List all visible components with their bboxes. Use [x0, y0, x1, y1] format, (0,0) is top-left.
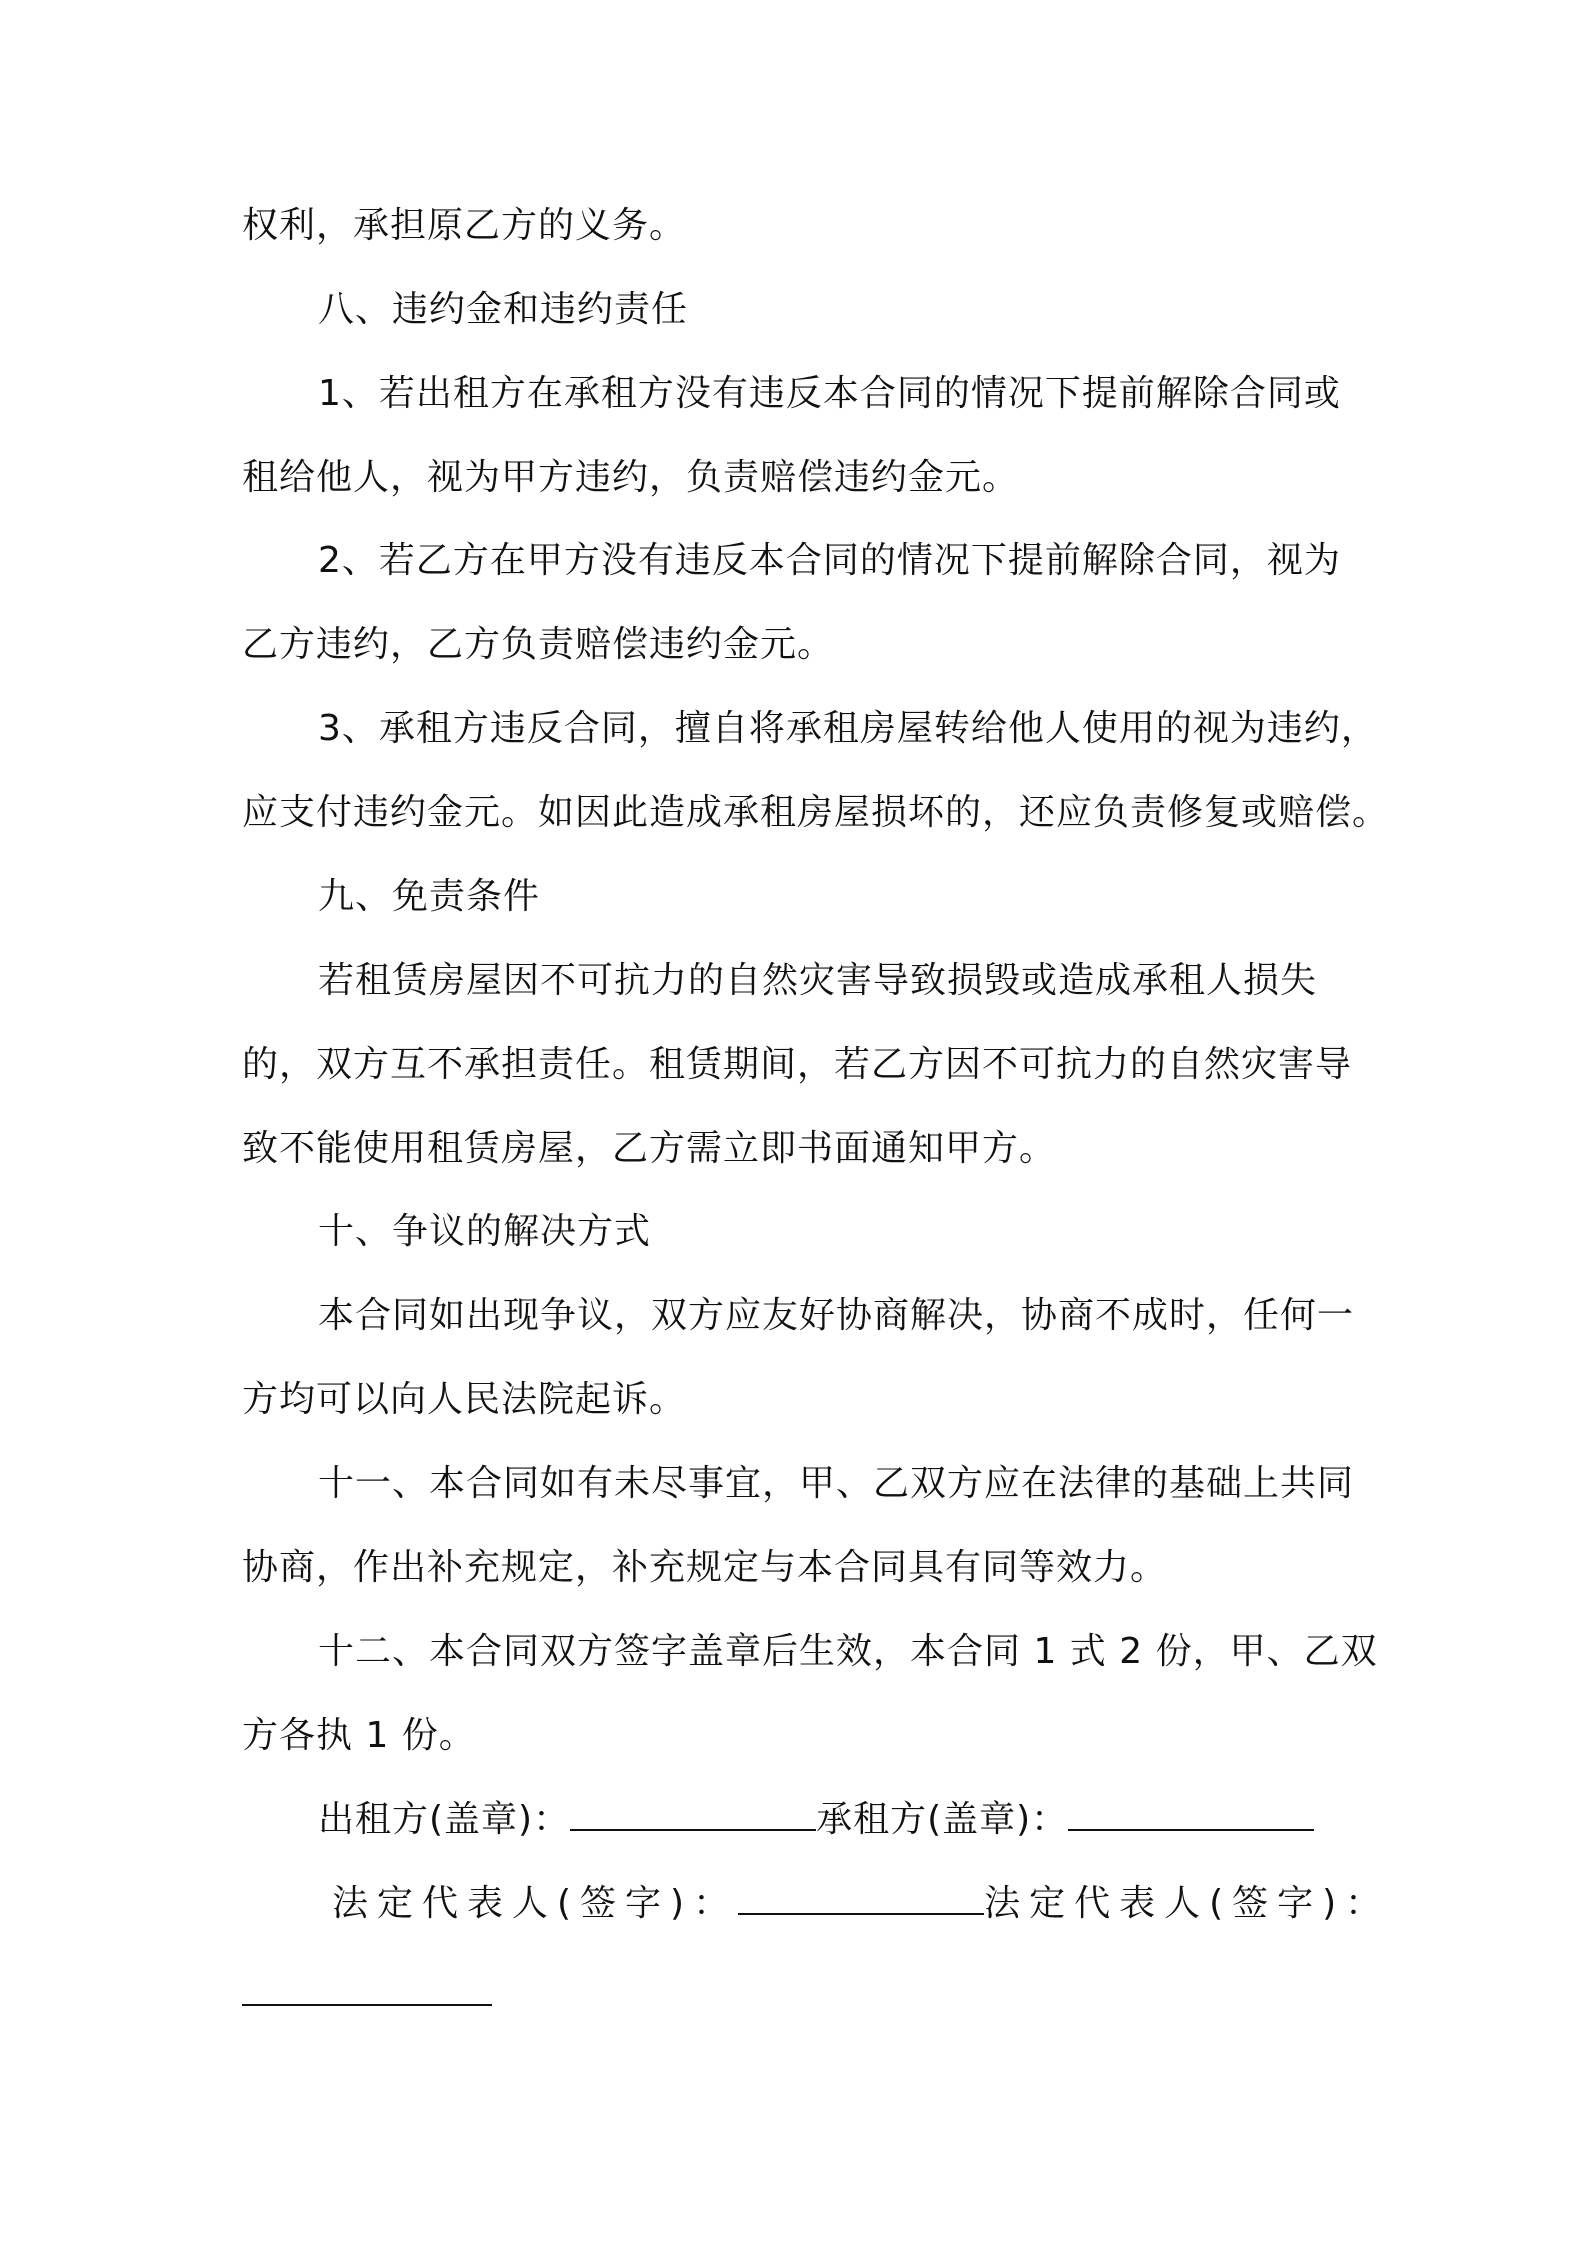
paragraph-line: 的，双方互不承担责任。租赁期间，若乙方因不可抗力的自然灾害导 [242, 1044, 1353, 1085]
paragraph-line: 方各执 1 份。 [242, 1715, 476, 1756]
paragraph-line: 权利，承担原乙方的义务。 [242, 205, 687, 246]
paragraph-line: 应支付违约金元。如因此造成承租房屋损坏的，还应负责修复或赔偿。 [242, 792, 1390, 833]
lessor-rep-blank[interactable] [738, 1881, 984, 1915]
lessor-seal-label: 出租方(盖章)： [318, 1799, 571, 1840]
lessor-seal-blank[interactable] [570, 1797, 816, 1831]
paragraph-line: 协商，作出补充规定，补充规定与本合同具有同等效力。 [242, 1547, 1168, 1588]
lessee-rep-label: 法定代表人(签字)： [984, 1883, 1391, 1924]
lessee-seal-blank[interactable] [1068, 1797, 1314, 1831]
seal-row [318, 1796, 1438, 1844]
section-heading-9: 九、免责条件 [318, 876, 541, 917]
paragraph-line: 1、若出租方在承租方没有违反本合同的情况下提前解除合同或 [318, 373, 1341, 414]
paragraph-line: 十二、本合同双方签字盖章后生效，本合同 1 式 2 份，甲、乙双 [318, 1631, 1378, 1672]
paragraph-line: 本合同如出现争议，双方应友好协商解决，协商不成时，任何一 [318, 1295, 1355, 1336]
paragraph-line: 致不能使用租赁房屋，乙方需立即书面通知甲方。 [242, 1128, 1057, 1169]
paragraph-line: 若租赁房屋因不可抗力的自然灾害导致损毁或造成承租人损失 [318, 960, 1318, 1001]
section-heading-8: 八、违约金和违约责任 [318, 289, 689, 330]
paragraph-line: 2、若乙方在甲方没有违反本合同的情况下提前解除合同，视为 [318, 540, 1341, 581]
lessee-rep-blank[interactable] [242, 1968, 492, 2006]
lessee-seal-label: 承租方(盖章)： [816, 1799, 1069, 1840]
paragraph-line: 乙方违约，乙方负责赔偿违约金元。 [242, 624, 835, 665]
lessor-rep-label: 法定代表人(签字)： [332, 1883, 739, 1924]
section-heading-10: 十、争议的解决方式 [318, 1211, 652, 1252]
paragraph-line: 方均可以向人民法院起诉。 [242, 1379, 687, 1420]
paragraph-line: 十一、本合同如有未尽事宜，甲、乙双方应在法律的基础上共同 [318, 1463, 1355, 1504]
paragraph-line: 3、承租方违反合同，擅自将承租房屋转给他人使用的视为违约， [318, 708, 1378, 749]
representative-row [332, 1880, 1452, 1928]
paragraph-line: 租给他人，视为甲方违约，负责赔偿违约金元。 [242, 457, 1020, 498]
